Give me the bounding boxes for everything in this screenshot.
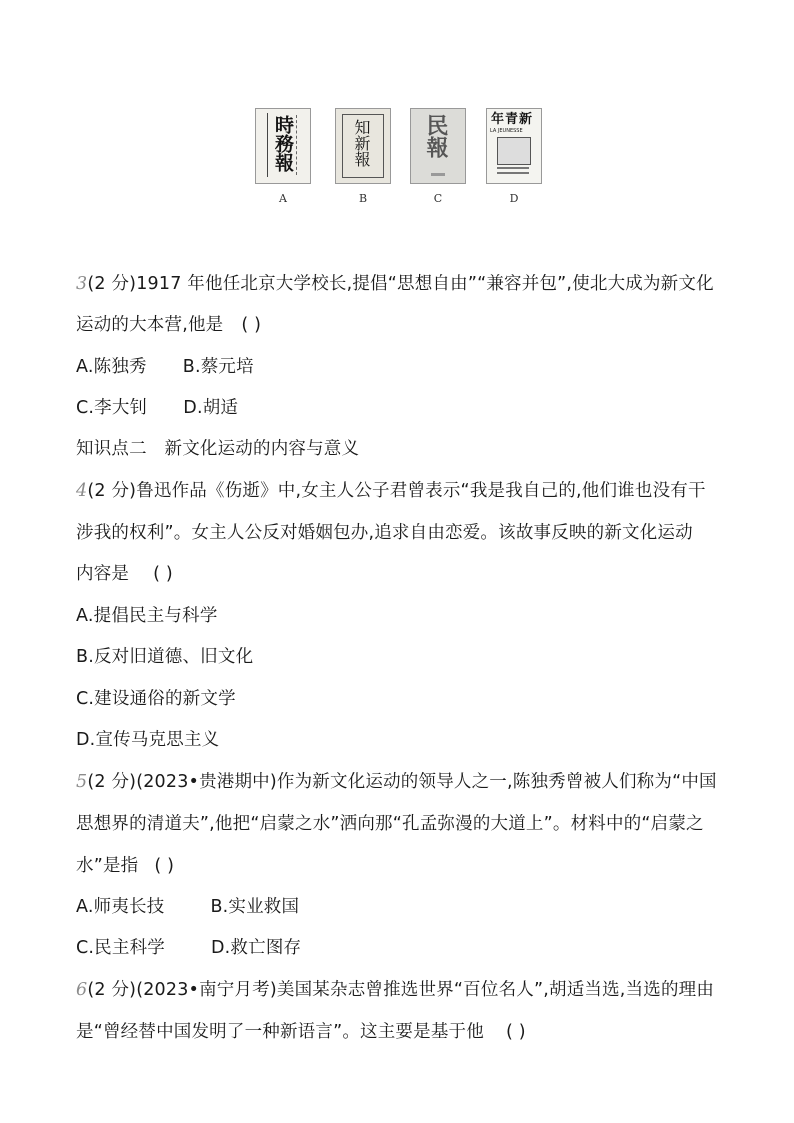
q3-options-row2 bbox=[76, 398, 238, 418]
newspaper-figures bbox=[0, 108, 794, 208]
q4-text-line1: (2 分)鲁迅作品《伤逝》中,女主人公子君曾表示“我是我自己的,他们谁也没有干 bbox=[87, 481, 706, 501]
q6-text-line1: (2 分)(2023•南宁月考)美国某杂志曾推选世界“百位名人”,胡适当选,当选的理由 bbox=[87, 980, 715, 1000]
figure-b bbox=[335, 108, 391, 205]
q5-option-a: A.师夷长技 bbox=[76, 897, 165, 917]
q3-option-d: D.胡适 bbox=[183, 398, 239, 418]
q4-option-d: D.宣传马克思主义 bbox=[76, 730, 220, 750]
q4-line2: 涉我的权利”。女主人公反对婚姻包办,追求自由恋爱。该故事反映的新文化运动 bbox=[76, 523, 693, 543]
figure-c bbox=[410, 108, 466, 205]
q3-number: 3 bbox=[76, 274, 88, 294]
q5-option-c: C.民主科学 bbox=[76, 938, 165, 958]
q6-answer-paren: ( ) bbox=[505, 1022, 526, 1042]
q5-text-line1: (2 分)(2023•贵港期中)作为新文化运动的领导人之一,陈独秀曾被人们称为“中国 bbox=[87, 772, 717, 792]
q4-number: 4 bbox=[76, 481, 88, 501]
q3-options-row1 bbox=[76, 357, 254, 377]
figure-b-image bbox=[335, 108, 391, 184]
q3-text-line2: 运动的大本营,他是 bbox=[76, 315, 224, 335]
q3-option-b: B.蔡元培 bbox=[182, 357, 254, 377]
q4-answer-paren: ( ) bbox=[153, 564, 173, 584]
figure-a-image bbox=[255, 108, 311, 184]
section-heading: 知识点二 新文化运动的内容与意义 bbox=[76, 439, 360, 459]
figure-b-caption: B bbox=[358, 192, 368, 205]
q5-text-line3: 水”是指 bbox=[76, 856, 139, 876]
q3-line1 bbox=[76, 274, 714, 294]
figure-d bbox=[486, 108, 542, 205]
q5-line3 bbox=[76, 856, 174, 876]
q5-line2: 思想界的清道夫”,他把“启蒙之水”洒向那“孔孟弥漫的大道上”。材料中的“启蒙之 bbox=[76, 814, 704, 834]
q5-answer-paren: ( ) bbox=[154, 856, 175, 876]
q4-option-b: B.反对旧道德、旧文化 bbox=[76, 647, 254, 667]
q5-options-row2 bbox=[76, 938, 301, 958]
q4-line1 bbox=[76, 481, 706, 501]
q4-text-line3: 内容是 bbox=[76, 564, 130, 584]
q4-option-c: C.建设通俗的新文学 bbox=[76, 689, 236, 709]
figure-c-caption: C bbox=[433, 192, 443, 205]
figure-c-title: 民報 bbox=[423, 114, 449, 158]
q3-option-c: C.李大钊 bbox=[76, 398, 148, 418]
q5-line1 bbox=[76, 772, 717, 792]
q5-option-d: D.救亡图存 bbox=[210, 938, 302, 958]
figure-b-title: 知新報 bbox=[352, 119, 371, 167]
q3-option-a: A.陈独秀 bbox=[76, 357, 147, 377]
q3-answer-paren: ( ) bbox=[241, 315, 262, 335]
q6-line2 bbox=[76, 1022, 526, 1042]
q5-number: 5 bbox=[76, 772, 88, 792]
q3-text-line1: (2 分)1917 年他任北京大学校长,提倡“思想自由”“兼容并包”,使北大成为新文化 bbox=[87, 274, 714, 294]
q5-options-row1 bbox=[76, 897, 299, 917]
figure-d-title: 年青新 bbox=[491, 112, 534, 127]
figure-d-subtitle: LA JEUNESSE bbox=[490, 128, 523, 134]
q6-text-line2: 是“曾经替中国发明了一种新语言”。这主要是基于他 bbox=[76, 1022, 484, 1042]
figure-d-image bbox=[486, 108, 542, 184]
q6-number: 6 bbox=[76, 980, 88, 1000]
q4-option-a: A.提倡民主与科学 bbox=[76, 606, 218, 626]
q4-line3 bbox=[76, 564, 173, 584]
q3-line2 bbox=[76, 315, 261, 335]
figure-d-caption: D bbox=[509, 192, 519, 205]
figure-a-caption: A bbox=[279, 192, 287, 205]
figure-c-image bbox=[410, 108, 466, 184]
q5-option-b: B.实业救国 bbox=[210, 897, 300, 917]
q6-line1 bbox=[76, 980, 714, 1000]
figure-a-title: 時務報 bbox=[272, 115, 294, 172]
figure-a bbox=[255, 108, 311, 205]
